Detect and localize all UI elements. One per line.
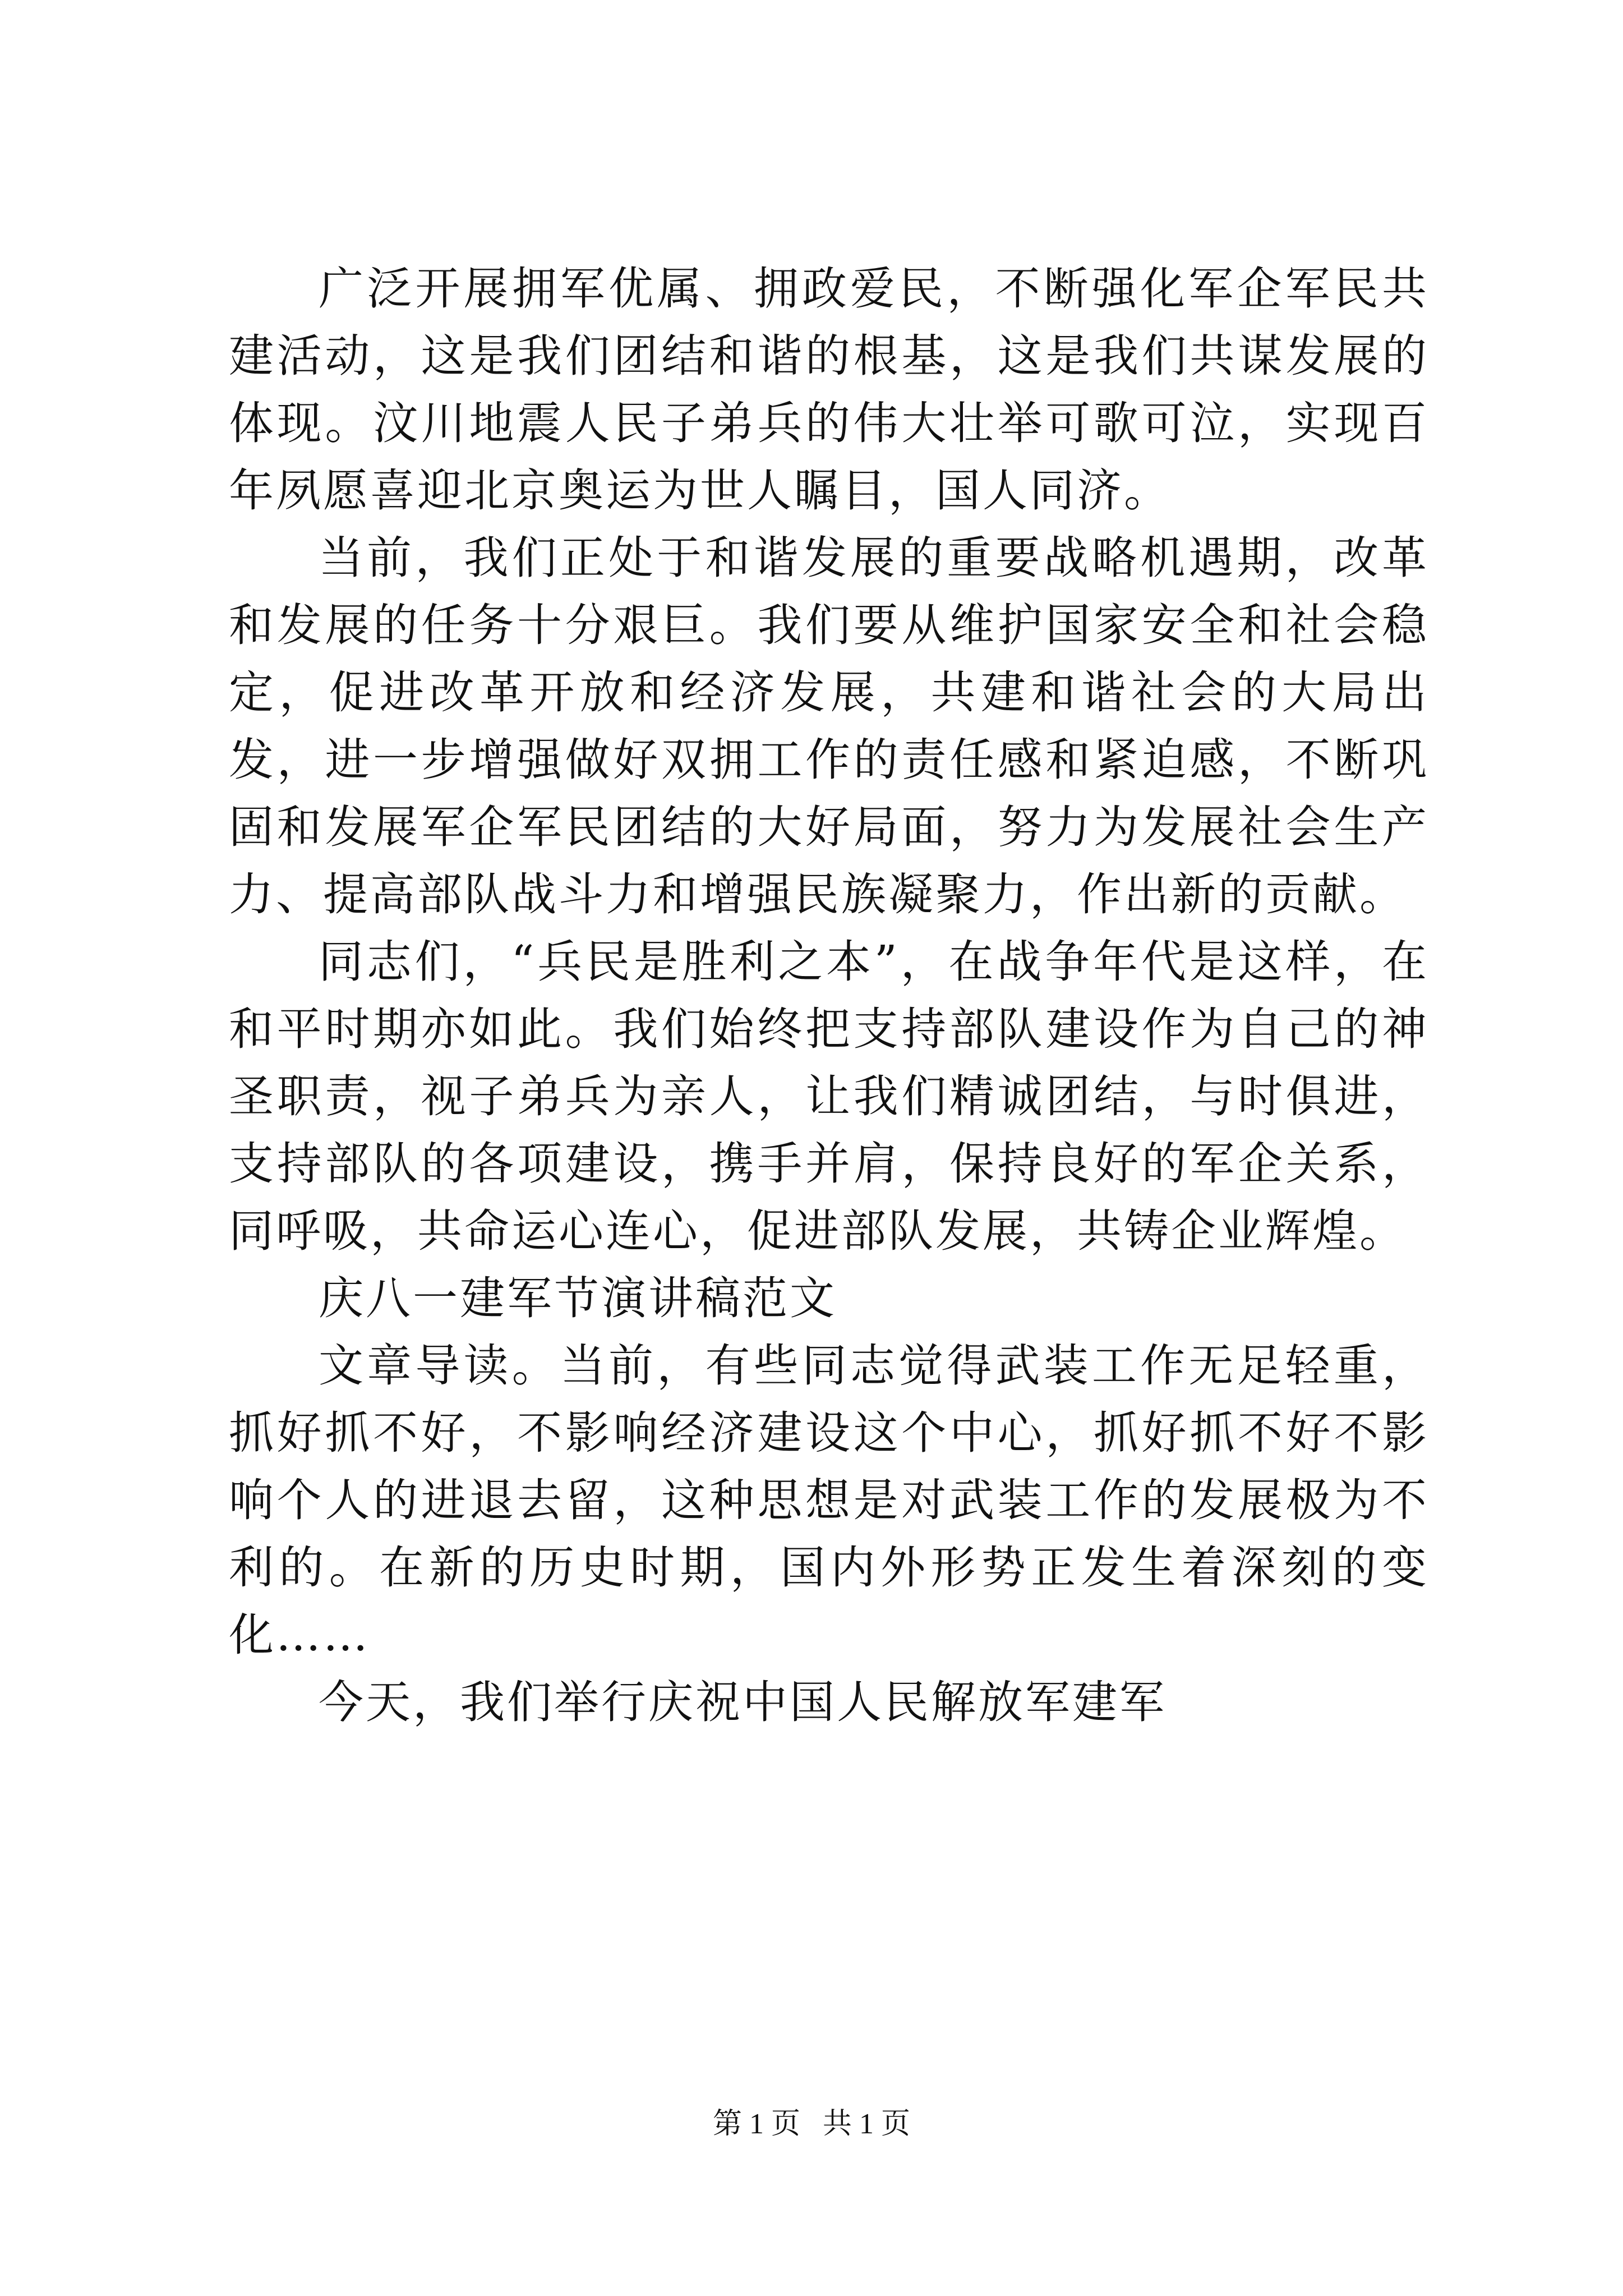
document-body xyxy=(229,255,1429,1736)
paragraph-2: 当前，我们正处于和谐发展的重要战略机遇期，改革和发展的任务十分艰巨。我们要从维护国家安全和社会稳定，促进改革开放和经济发展，共建和谐社会的大局出发，进一步增强做好双拥工作的责任感和紧迫感，不断巩固和发展军企军民团结的大好局面，努力为发展社会生产力、提高部队战斗力和增强民族凝聚力，作出新的贡献。 xyxy=(229,532,1429,921)
section-heading: 庆八一建军节演讲稿范文 xyxy=(319,1272,837,1324)
paragraph-1: 广泛开展拥军优属、拥政爱民，不断强化军企军民共建活动，这是我们团结和谐的根基，这是我们共谋发展的体现。汶川地震人民子弟兵的伟大壮举可歌可泣，实现百年夙愿喜迎北京奥运为世人瞩目，国人同济。 xyxy=(229,263,1429,517)
page-footer xyxy=(0,2105,1623,2144)
paragraph-3: 同志们，“兵民是胜利之本”，在战争年代是这样，在和平时期亦如此。我们始终把支持部队建设作为自己的神圣职责，视子弟兵为亲人，让我们精诚团结，与时俱进，支持部队的各项建设，携手并肩，保持良好的军企关系，同呼吸，共命运心连心，促进部队发展，共铸企业辉煌。 xyxy=(229,936,1429,1257)
paragraph-5: 文章导读。当前，有些同志觉得武装工作无足轻重，抓好抓不好，不影响经济建设这个中心，抓好抓不好不影响个人的进退去留，这种思想是对武装工作的发展极为不利的。在新的历史时期，国内外形势正发生着深刻的变化…… xyxy=(229,1340,1429,1661)
page-total: 共 1 页 xyxy=(823,2108,911,2140)
paragraph-6: 今天，我们举行庆祝中国人民解放军建军 xyxy=(319,1676,1166,1728)
page-number: 第 1 页 xyxy=(712,2108,800,2140)
